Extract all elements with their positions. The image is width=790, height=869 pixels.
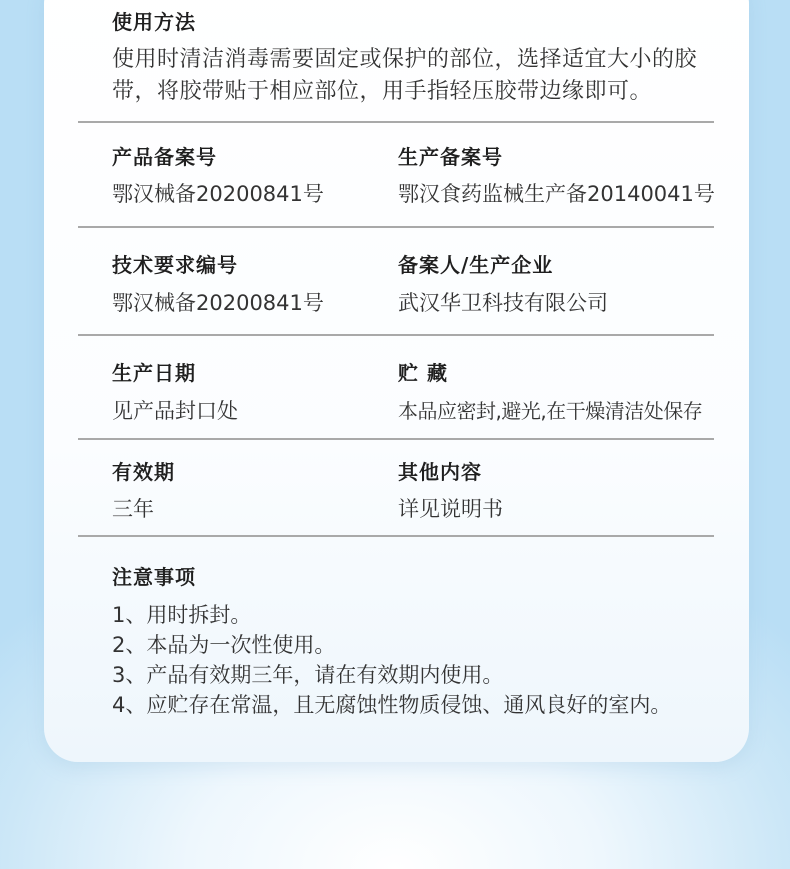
tech-requirement-value: 鄂汉械备20200841号: [112, 291, 324, 315]
filing-number-label: 产品备案号: [112, 145, 217, 169]
list-item: 1、用时拆封。: [112, 603, 252, 627]
production-filing-label: 生产备案号: [398, 145, 503, 169]
list-item: 4、应贮存在常温，且无腐蚀性物质侵蚀、通风良好的室内。: [112, 693, 672, 717]
divider: [78, 334, 714, 336]
other-content-value: 详见说明书: [398, 497, 503, 521]
divider: [78, 121, 714, 123]
notes-list: [112, 600, 671, 720]
production-date-label: 生产日期: [112, 361, 196, 385]
usage-title: 使用方法: [112, 10, 196, 34]
shelf-life-label: 有效期: [112, 460, 175, 484]
notes-title: 注意事项: [112, 565, 196, 589]
list-item: 3、产品有效期三年，请在有效期内使用。: [112, 663, 504, 687]
storage-value: 本品应密封,避光,在干燥清洁处保存: [398, 399, 703, 423]
divider: [78, 535, 714, 537]
list-item: 2、本品为一次性使用。: [112, 633, 336, 657]
storage-label: 贮 藏: [398, 361, 448, 385]
tech-requirement-label: 技术要求编号: [112, 253, 238, 277]
production-filing-value: 鄂汉食药监械生产备20140041号: [398, 182, 715, 206]
other-content-label: 其他内容: [398, 460, 482, 484]
manufacturer-label: 备案人/生产企业: [398, 253, 554, 277]
shelf-life-value: 三年: [112, 497, 154, 521]
divider: [78, 226, 714, 228]
divider: [78, 438, 714, 440]
production-date-value: 见产品封口处: [112, 399, 238, 423]
manufacturer-value: 武汉华卫科技有限公司: [398, 291, 608, 315]
usage-text: 使用时清洁消毒需要固定或保护的部位，选择适宜大小的胶带，将胶带贴于相应部位，用手指轻压胶带边缘即可。: [112, 47, 698, 104]
filing-number-value: 鄂汉械备20200841号: [112, 182, 324, 206]
